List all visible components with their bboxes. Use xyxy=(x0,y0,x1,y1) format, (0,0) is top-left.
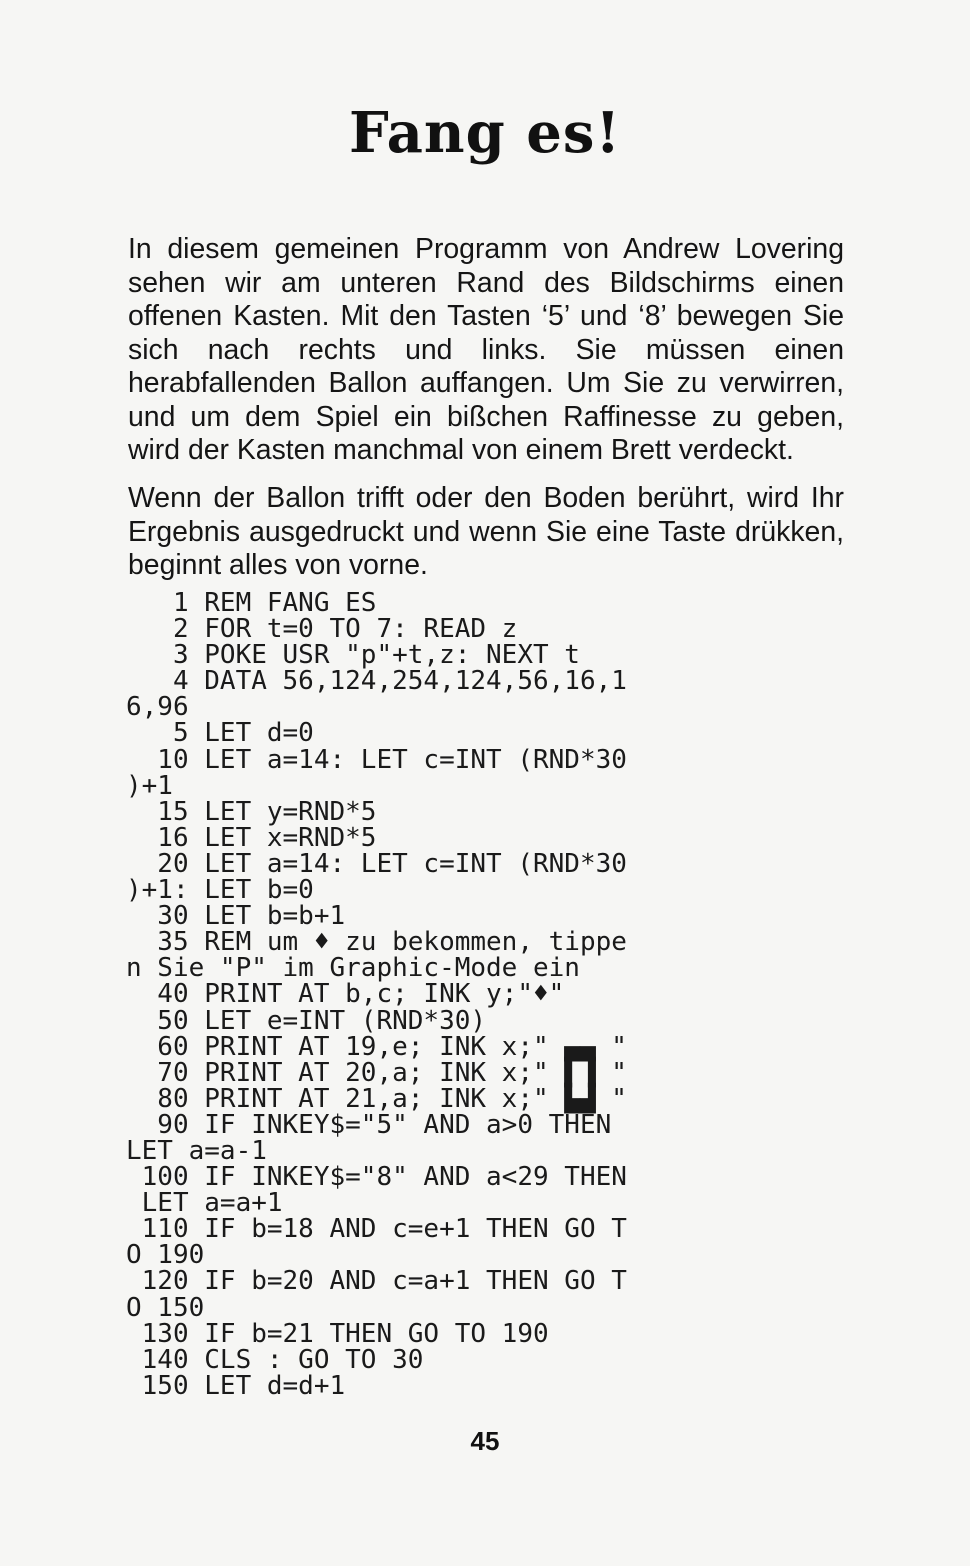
code-line: 100 IF INKEY$="8" AND a<29 THEN xyxy=(126,1162,627,1193)
code-line: 5 LET d=0 xyxy=(126,718,314,749)
instructions-paragraph: Wenn der Ballon trifft oder den Boden berührt, wird Ihr Ergebnis ausgedruckt und wenn Sie eine Taste drükken, beginnt alles von vorne. xyxy=(128,482,844,581)
code-line: )+1 xyxy=(126,770,173,801)
code-line: O 190 xyxy=(126,1240,205,1271)
code-line: 40 PRINT AT b,c; INK y;"♦" xyxy=(126,979,565,1010)
code-line: 30 LET b=b+1 xyxy=(126,901,346,932)
code-line: 130 IF b=21 THEN GO TO 190 xyxy=(126,1318,549,1349)
code-line: O 150 xyxy=(126,1292,205,1323)
code-line: 15 LET y=RND*5 xyxy=(126,796,377,827)
code-line: 140 CLS : GO TO 30 xyxy=(126,1344,424,1375)
code-line: 80 PRINT AT 21,a; INK x;" ▙▟ " xyxy=(126,1083,627,1114)
code-line: LET a=a+1 xyxy=(126,1188,283,1219)
intro-paragraph: In diesem gemeinen Programm von Andrew Lovering sehen wir am unteren Rand des Bildschirms einen offenen Kasten. Mit den Tasten ‘5’ und ‘8’ bewegen Sie sich nach rechts und links. Sie müssen einen herabfallenden Ballon auffangen. Um Sie zu verwirren, und um dem Spiel ein bißchen Raffinesse zu geben, wird der Kasten manchmal von einem Brett verdeckt. xyxy=(128,233,844,466)
code-line: LET a=a-1 xyxy=(126,1135,267,1166)
code-line: 50 LET e=INT (RND*30) xyxy=(126,1005,487,1036)
code-line: )+1: LET b=0 xyxy=(126,875,314,906)
code-line: 20 LET a=14: LET c=INT (RND*30 xyxy=(126,848,627,879)
code-line: 90 IF INKEY$="5" AND a>0 THEN xyxy=(126,1109,612,1140)
code-line: 4 DATA 56,124,254,124,56,16,1 xyxy=(126,666,627,697)
code-line: n Sie "P" im Graphic-Mode ein xyxy=(126,953,580,984)
page-number: 45 xyxy=(470,1426,500,1456)
code-line: 110 IF b=18 AND c=e+1 THEN GO T xyxy=(126,1214,627,1245)
code-line: 3 POKE USR "p"+t,z: NEXT t xyxy=(126,640,580,671)
code-line: 120 IF b=20 AND c=a+1 THEN GO T xyxy=(126,1266,627,1297)
code-line: 35 REM um ♦ zu bekommen, tippe xyxy=(126,927,627,958)
code-line: 150 LET d=d+1 xyxy=(126,1370,346,1401)
code-line: 16 LET x=RND*5 xyxy=(126,822,377,853)
code-line: 10 LET a=14: LET c=INT (RND*30 xyxy=(126,744,627,775)
page-title: Fang es! xyxy=(348,100,622,166)
code-line: 2 FOR t=0 TO 7: READ z xyxy=(126,614,518,645)
code-line: 70 PRINT AT 20,a; INK x;" ▌▐ " xyxy=(126,1057,627,1088)
code-line: 60 PRINT AT 19,e; INK x;" ▄▄ " xyxy=(126,1031,627,1062)
code-line: 1 REM FANG ES xyxy=(126,588,377,618)
code-line: 6,96 xyxy=(126,692,189,723)
program-listing xyxy=(126,590,826,1399)
